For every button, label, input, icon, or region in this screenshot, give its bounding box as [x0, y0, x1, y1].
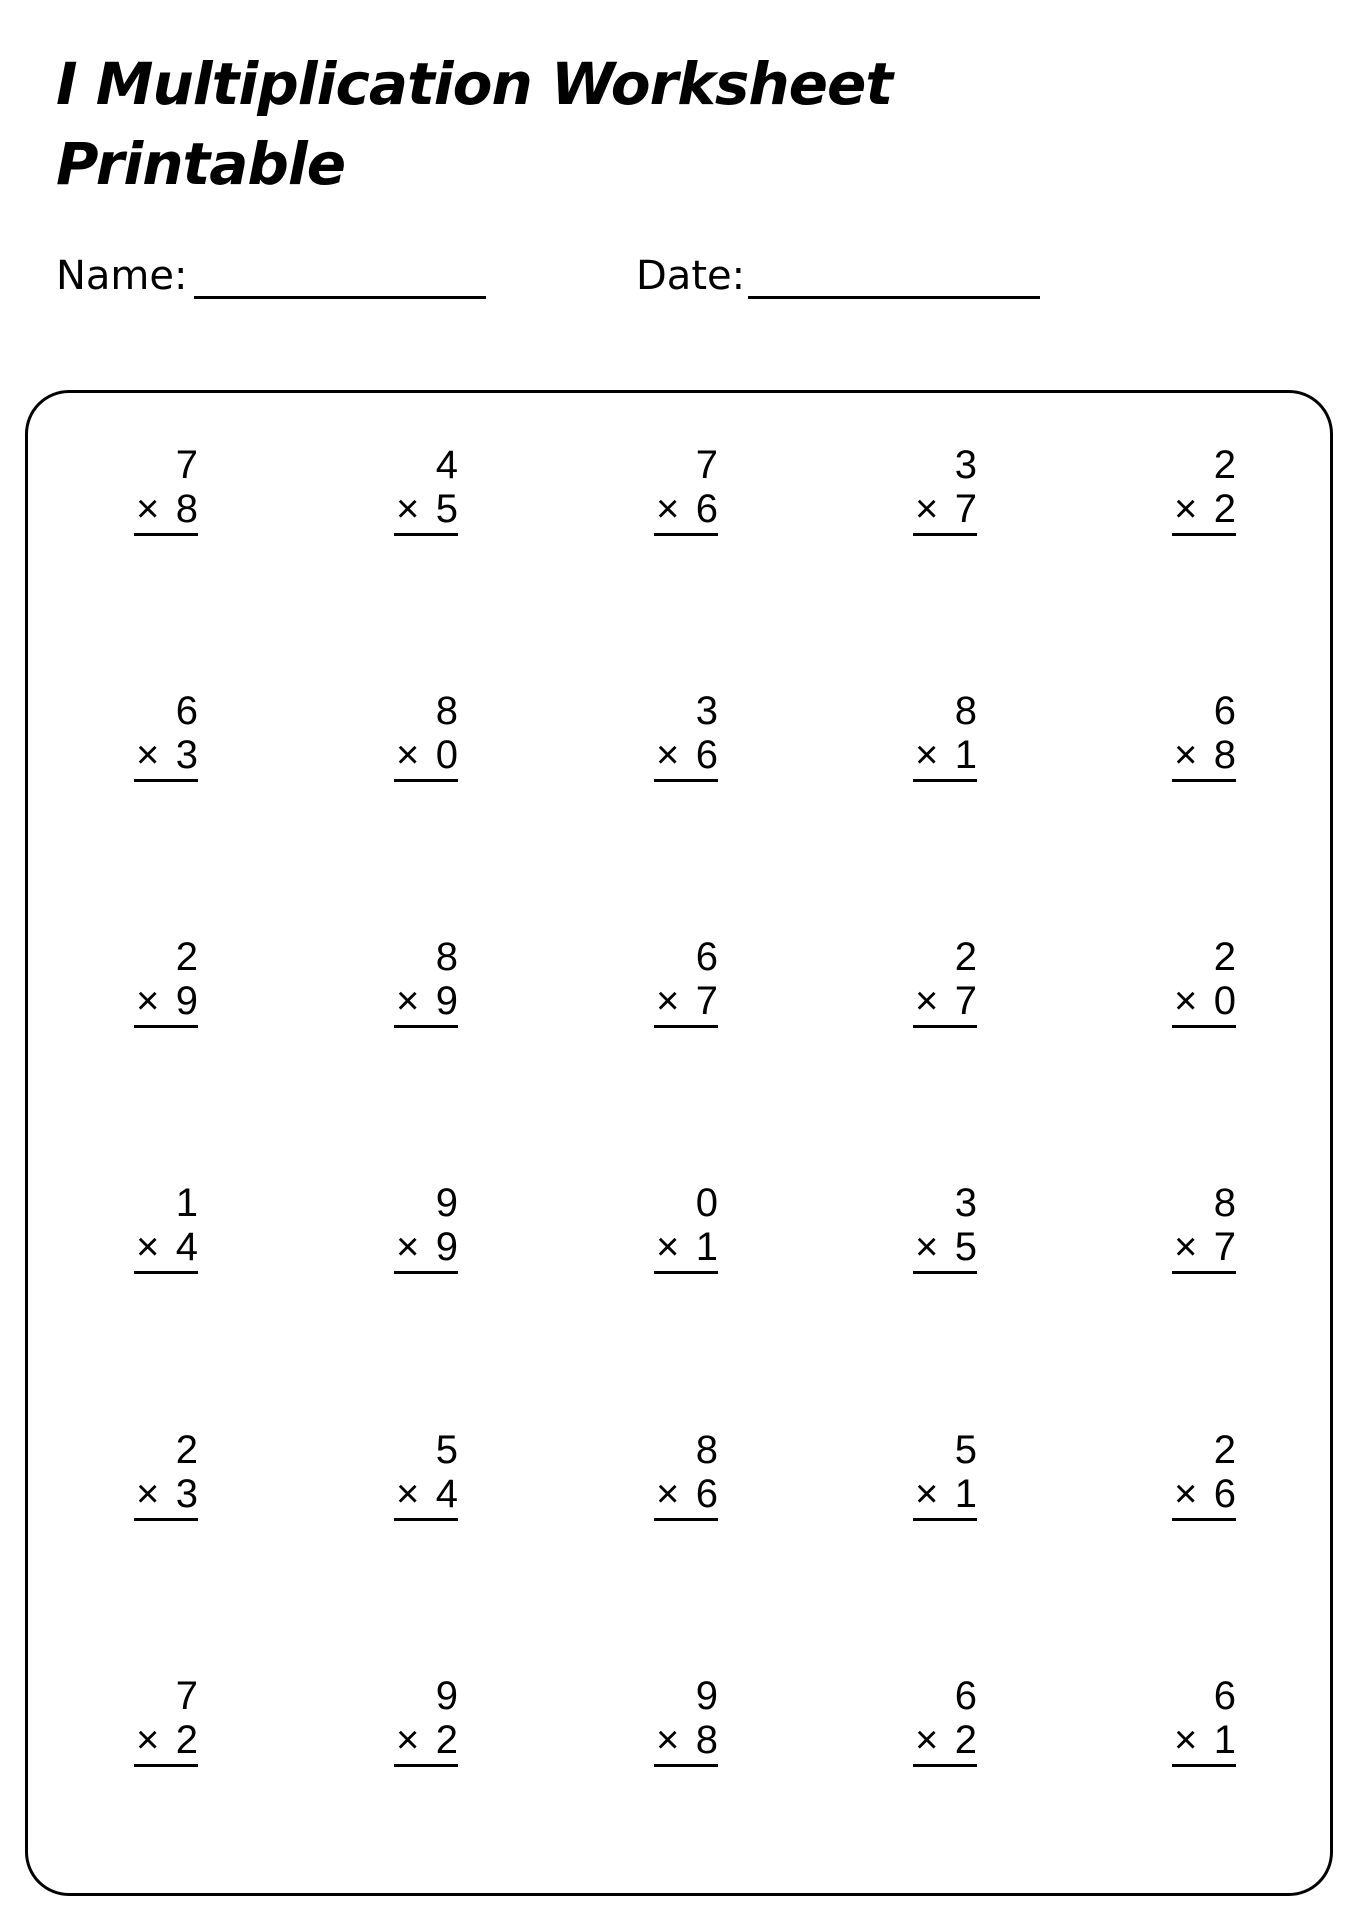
multiplication-problem [134, 1674, 198, 1767]
problem-bottom-number: 6 [695, 487, 718, 531]
problem-bottom-number: 9 [435, 979, 458, 1023]
multiplication-problem [134, 1181, 198, 1274]
problem-top-number: 9 [435, 1181, 458, 1225]
problem-bottom-row [134, 733, 198, 782]
name-label: Name: [56, 253, 188, 299]
date-blank-line[interactable] [748, 296, 1040, 299]
problem-bottom-row [654, 733, 718, 782]
problem-top-number: 0 [695, 1181, 718, 1225]
multiplication-problem [1172, 689, 1236, 782]
problem-bottom-row [1172, 979, 1236, 1028]
problem-bottom-row [134, 1225, 198, 1274]
multiplication-problem [654, 1428, 718, 1521]
problem-top-number: 2 [1213, 935, 1236, 979]
problem-top-number: 3 [954, 443, 977, 487]
multiply-sign: × [656, 1718, 680, 1762]
problem-bottom-row [913, 1718, 977, 1767]
multiplication-problem [394, 1674, 458, 1767]
problem-top-number: 8 [435, 935, 458, 979]
multiply-sign: × [136, 733, 160, 777]
problem-bottom-number: 5 [435, 487, 458, 531]
problem-bottom-number: 7 [695, 979, 718, 1023]
multiplication-problem [654, 1674, 718, 1767]
problem-top-number: 6 [1213, 1674, 1236, 1718]
problems-box [25, 390, 1333, 1896]
title-line-1: I Multiplication Worksheet [56, 50, 893, 118]
multiply-sign: × [915, 733, 939, 777]
problem-bottom-row [134, 487, 198, 536]
problem-bottom-number: 2 [954, 1718, 977, 1762]
multiply-sign: × [136, 1718, 160, 1762]
problem-top-number: 3 [954, 1181, 977, 1225]
multiplication-problem [394, 1181, 458, 1274]
title-line-2: Printable [56, 130, 346, 198]
multiply-sign: × [915, 1718, 939, 1762]
multiplication-problem [913, 1674, 977, 1767]
multiply-sign: × [396, 979, 420, 1023]
multiply-sign: × [656, 733, 680, 777]
multiplication-problem [134, 443, 198, 536]
problem-bottom-row [913, 979, 977, 1028]
problem-bottom-row [134, 1718, 198, 1767]
problem-top-number: 8 [695, 1428, 718, 1472]
multiply-sign: × [396, 1718, 420, 1762]
problem-bottom-row [394, 487, 458, 536]
problem-bottom-row [913, 733, 977, 782]
multiplication-problem [1172, 1181, 1236, 1274]
problem-bottom-number: 7 [954, 487, 977, 531]
problem-top-number: 6 [175, 689, 198, 733]
problem-bottom-number: 4 [175, 1225, 198, 1269]
multiplication-problem [1172, 1674, 1236, 1767]
problem-bottom-number: 3 [175, 1472, 198, 1516]
problem-bottom-row [394, 1718, 458, 1767]
problem-bottom-number: 2 [435, 1718, 458, 1762]
problem-bottom-row [1172, 1225, 1236, 1274]
multiplication-problem [654, 443, 718, 536]
multiplication-problem [394, 935, 458, 1028]
problem-bottom-row [394, 1472, 458, 1521]
multiply-sign: × [396, 1225, 420, 1269]
multiply-sign: × [396, 1472, 420, 1516]
problem-bottom-row [1172, 1472, 1236, 1521]
multiplication-problem [394, 443, 458, 536]
problem-bottom-row [394, 979, 458, 1028]
problem-top-number: 2 [175, 935, 198, 979]
multiply-sign: × [1174, 979, 1198, 1023]
problem-bottom-row [134, 1472, 198, 1521]
problem-bottom-row [654, 1225, 718, 1274]
problem-top-number: 7 [175, 1674, 198, 1718]
problem-bottom-row [394, 733, 458, 782]
multiply-sign: × [136, 979, 160, 1023]
multiply-sign: × [656, 1472, 680, 1516]
multiply-sign: × [915, 979, 939, 1023]
problem-bottom-number: 2 [175, 1718, 198, 1762]
problem-bottom-number: 6 [695, 1472, 718, 1516]
problem-bottom-number: 5 [954, 1225, 977, 1269]
multiplication-problem [394, 689, 458, 782]
problem-bottom-number: 8 [175, 487, 198, 531]
problem-bottom-row [654, 487, 718, 536]
problem-top-number: 5 [954, 1428, 977, 1472]
multiply-sign: × [1174, 733, 1198, 777]
problem-top-number: 9 [695, 1674, 718, 1718]
problem-top-number: 2 [1213, 443, 1236, 487]
multiplication-problem [913, 935, 977, 1028]
problem-bottom-number: 8 [695, 1718, 718, 1762]
problem-top-number: 8 [435, 689, 458, 733]
problem-bottom-number: 3 [175, 733, 198, 777]
problem-bottom-row [654, 1718, 718, 1767]
multiplication-problem [654, 935, 718, 1028]
problem-top-number: 6 [695, 935, 718, 979]
multiply-sign: × [915, 1472, 939, 1516]
problem-top-number: 2 [175, 1428, 198, 1472]
multiply-sign: × [915, 1225, 939, 1269]
multiply-sign: × [396, 487, 420, 531]
problem-bottom-row [913, 1225, 977, 1274]
multiplication-problem [394, 1428, 458, 1521]
multiply-sign: × [915, 487, 939, 531]
problem-top-number: 5 [435, 1428, 458, 1472]
multiplication-problem [654, 1181, 718, 1274]
multiply-sign: × [1174, 1225, 1198, 1269]
problem-bottom-row [134, 979, 198, 1028]
multiplication-problem [1172, 443, 1236, 536]
date-label: Date: [636, 253, 746, 299]
problem-top-number: 2 [954, 935, 977, 979]
problem-bottom-row [913, 487, 977, 536]
problem-top-number: 3 [695, 689, 718, 733]
problem-bottom-number: 8 [1213, 733, 1236, 777]
problem-bottom-row [654, 1472, 718, 1521]
problem-bottom-row [654, 979, 718, 1028]
problem-bottom-number: 4 [435, 1472, 458, 1516]
problem-bottom-number: 1 [1213, 1718, 1236, 1762]
name-blank-line[interactable] [194, 296, 486, 299]
problem-bottom-number: 1 [954, 1472, 977, 1516]
multiplication-problem [913, 443, 977, 536]
problem-top-number: 9 [435, 1674, 458, 1718]
multiplication-problem [134, 689, 198, 782]
problem-bottom-row [1172, 1718, 1236, 1767]
problem-bottom-number: 6 [695, 733, 718, 777]
multiply-sign: × [1174, 1718, 1198, 1762]
problem-bottom-number: 6 [1213, 1472, 1236, 1516]
problem-top-number: 2 [1213, 1428, 1236, 1472]
problem-bottom-number: 1 [695, 1225, 718, 1269]
problem-bottom-number: 1 [954, 733, 977, 777]
problem-top-number: 6 [954, 1674, 977, 1718]
problem-top-number: 8 [1213, 1181, 1236, 1225]
problem-bottom-number: 0 [1213, 979, 1236, 1023]
problem-bottom-number: 0 [435, 733, 458, 777]
multiplication-problem [913, 1428, 977, 1521]
multiply-sign: × [1174, 487, 1198, 531]
multiply-sign: × [656, 979, 680, 1023]
multiplication-problem [134, 935, 198, 1028]
multiplication-problem [1172, 1428, 1236, 1521]
problem-bottom-number: 2 [1213, 487, 1236, 531]
problem-bottom-row [1172, 487, 1236, 536]
multiply-sign: × [656, 487, 680, 531]
worksheet-title [56, 44, 1156, 204]
problem-top-number: 4 [435, 443, 458, 487]
problem-bottom-row [1172, 733, 1236, 782]
multiplication-problem [1172, 935, 1236, 1028]
problem-bottom-number: 7 [1213, 1225, 1236, 1269]
multiply-sign: × [656, 1225, 680, 1269]
problem-bottom-number: 7 [954, 979, 977, 1023]
multiply-sign: × [396, 733, 420, 777]
multiply-sign: × [136, 1472, 160, 1516]
multiplication-problem [913, 1181, 977, 1274]
multiply-sign: × [136, 487, 160, 531]
problem-bottom-row [394, 1225, 458, 1274]
multiply-sign: × [136, 1225, 160, 1269]
problem-bottom-number: 9 [175, 979, 198, 1023]
problem-top-number: 7 [695, 443, 718, 487]
problem-bottom-number: 9 [435, 1225, 458, 1269]
problem-bottom-row [913, 1472, 977, 1521]
multiplication-problem [654, 689, 718, 782]
multiplication-problem [913, 689, 977, 782]
problem-top-number: 8 [954, 689, 977, 733]
problem-top-number: 1 [175, 1181, 198, 1225]
multiplication-problem [134, 1428, 198, 1521]
multiply-sign: × [1174, 1472, 1198, 1516]
problem-top-number: 6 [1213, 689, 1236, 733]
problem-top-number: 7 [175, 443, 198, 487]
